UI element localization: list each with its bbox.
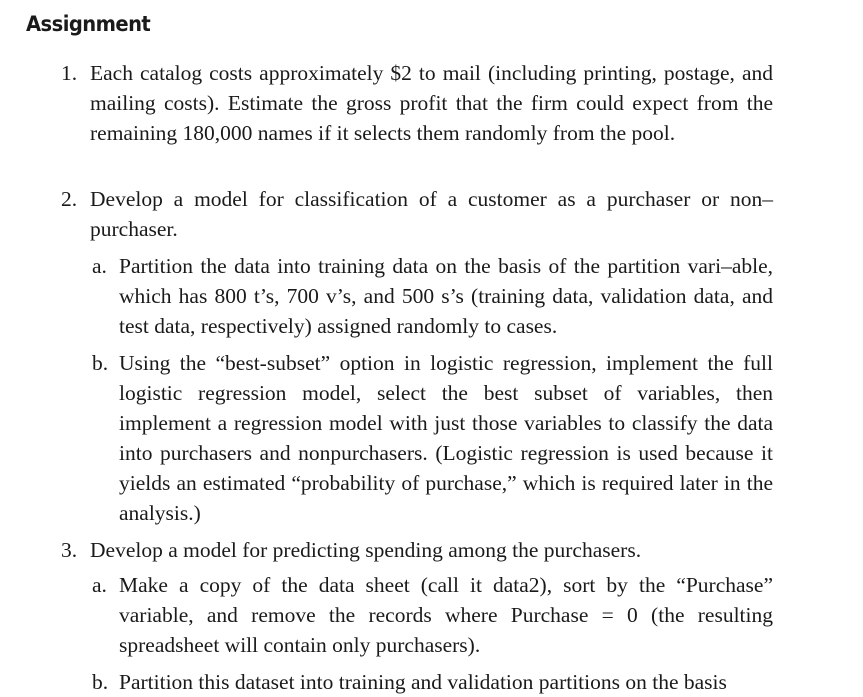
list-item-3 bbox=[61, 535, 773, 565]
item-text: Partition this dataset into training and validation partitions on the basis bbox=[119, 670, 727, 694]
list-item-2 bbox=[61, 184, 773, 244]
item-marker: b. bbox=[92, 351, 109, 375]
item-marker: a. bbox=[92, 573, 107, 597]
item-marker: 3. bbox=[61, 538, 78, 562]
list-item-2a bbox=[92, 251, 773, 341]
item-text: Each catalog costs approximately $2 to mail (including printing, postage, and mailing costs). Estimate the gross profit that the firm could expect from the remaining 180,000 names if it selects them randomly from the pool. bbox=[90, 61, 773, 145]
item-marker: 1. bbox=[61, 61, 78, 85]
item-marker: b. bbox=[92, 670, 109, 694]
item-text: Develop a model for classification of a customer as a purchaser or non–purchaser. bbox=[90, 187, 773, 241]
list-item-3b bbox=[92, 667, 773, 697]
list-item-2b bbox=[92, 348, 773, 528]
item-marker: 2. bbox=[61, 187, 78, 211]
section-heading: Assignment bbox=[26, 12, 151, 36]
list-item-1 bbox=[61, 58, 773, 148]
list-item-3a bbox=[92, 570, 773, 660]
item-text: Partition the data into training data on the basis of the partition vari–able, which has 800 t’s, 700 v’s, and 500 s’s (training data, validation data, and test data, respectively) assigned randomly to cases. bbox=[119, 254, 773, 338]
item-text: Make a copy of the data sheet (call it data2), sort by the “Purchase” variable, and remove the records where Purchase = 0 (the resulting spreadsheet will contain only purchasers). bbox=[119, 573, 773, 657]
item-marker: a. bbox=[92, 254, 107, 278]
item-text: Develop a model for predicting spending among the purchasers. bbox=[90, 538, 642, 562]
item-text: Using the “best-subset” option in logistic regression, implement the full logistic regression model, select the best subset of variables, then implement a regression model with just those variables to classify the data into purchasers and nonpurchasers. (Logistic regression is used because it yields an estimated “probability of purchase,” which is required later in the analysis.) bbox=[119, 351, 773, 525]
